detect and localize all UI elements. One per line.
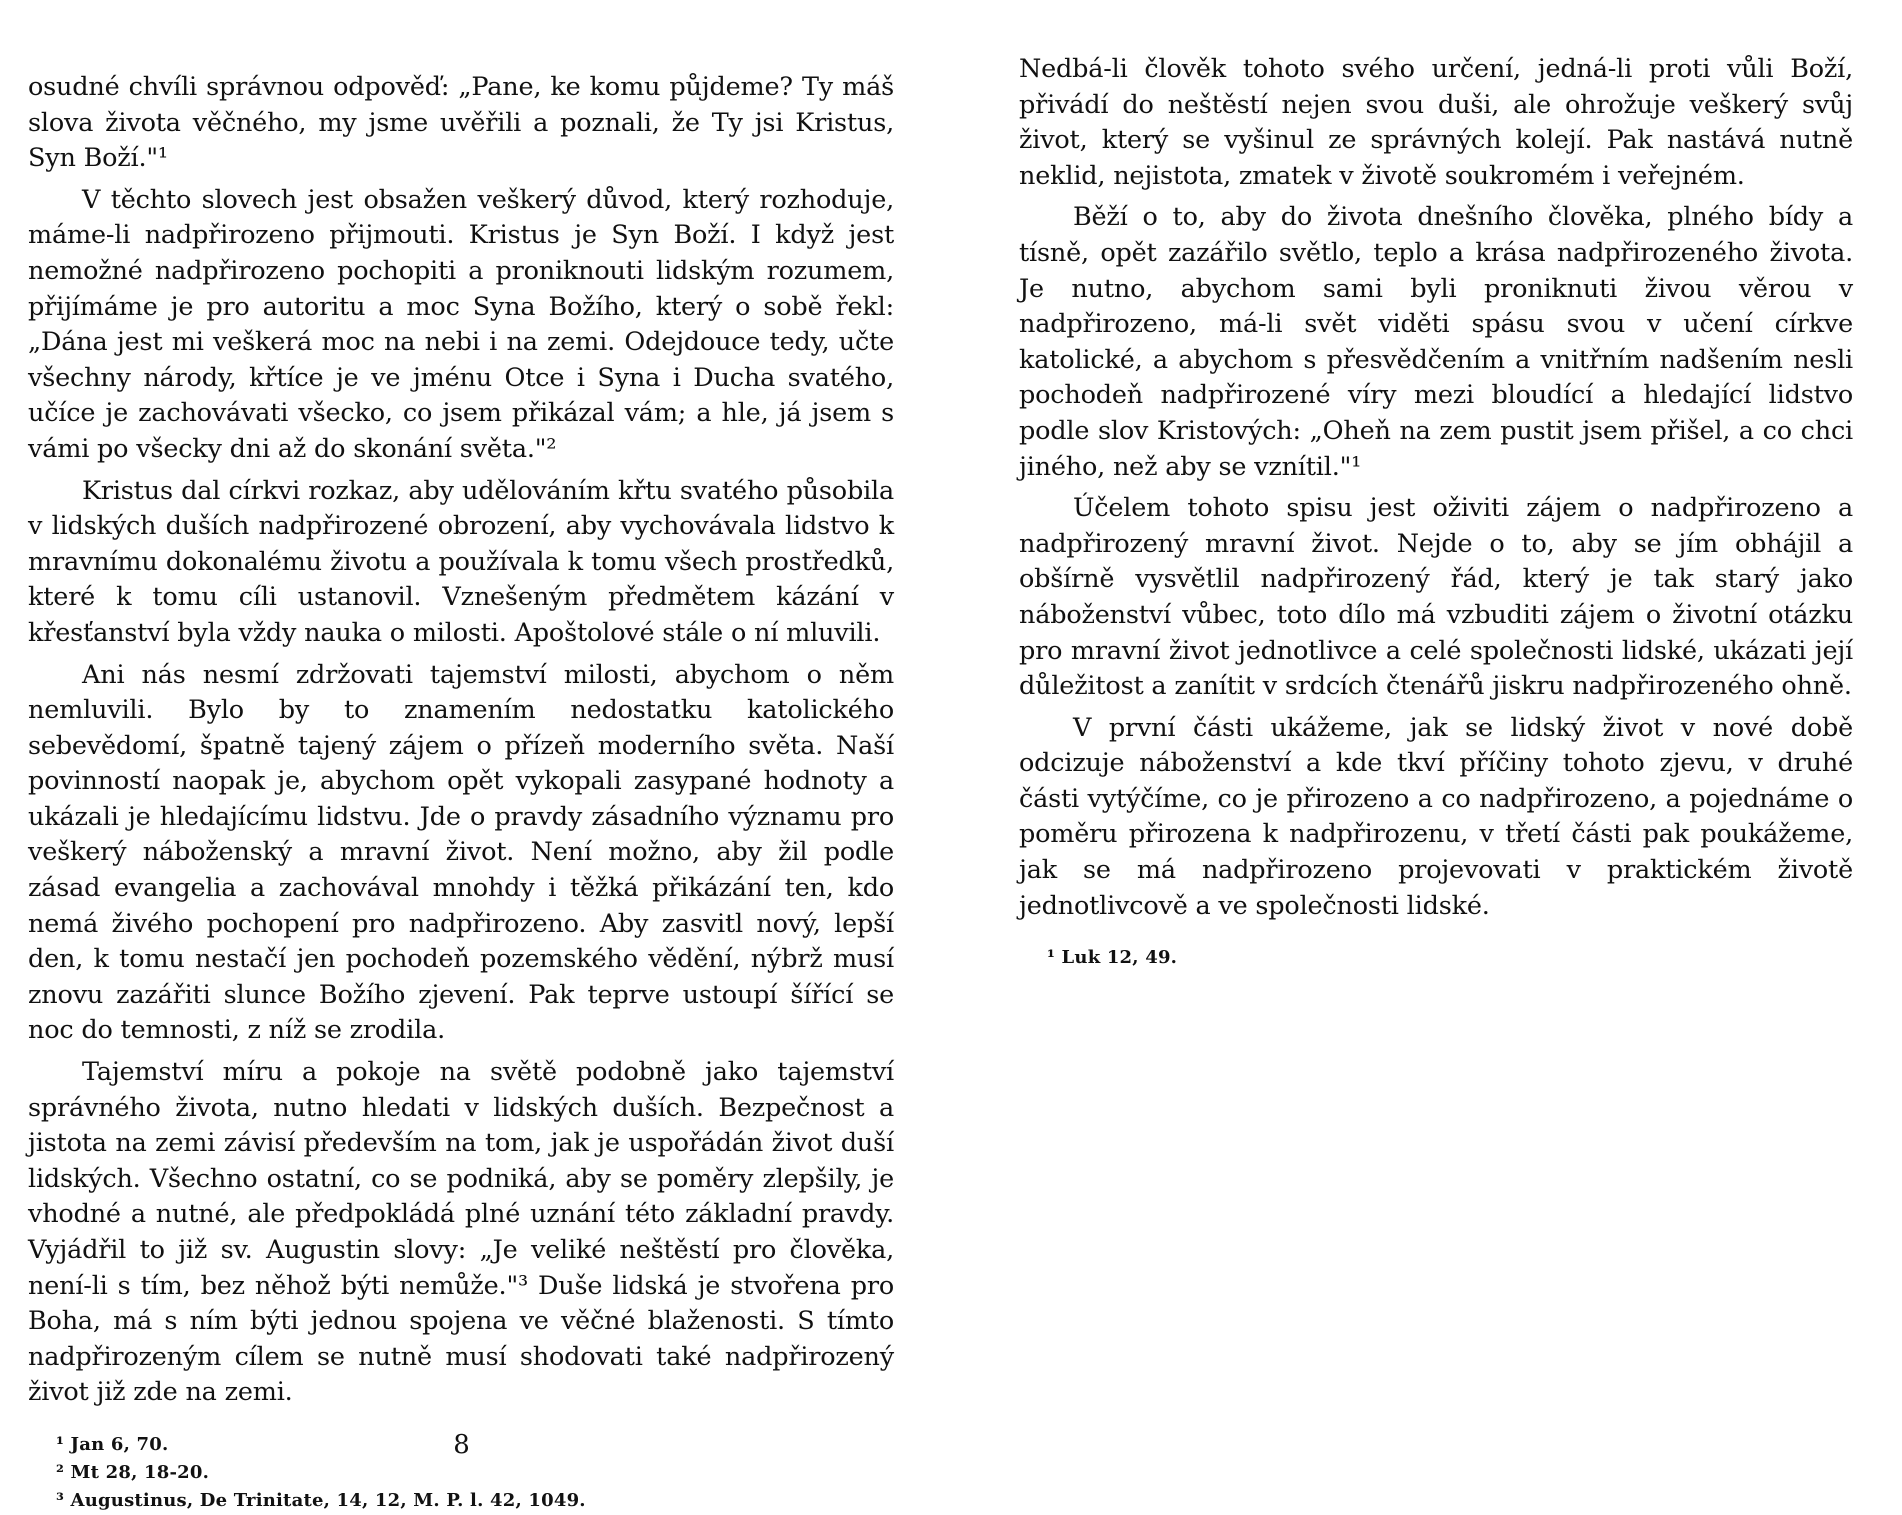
- paragraph: Kristus dal církvi rozkaz, aby udělováním křtu svatého působila v lidských duších nadpřirozené obrození, aby vychovávala lidstvo k mravnímu dokonalému životu a používala k tomu všech prostředků, které k tomu cíli ustanovil. Vznešeným předmětem kázání v křesťanství byla vždy nauka o milosti. Apoštolové stále o ní mluvili.: [28, 475, 894, 648]
- footnote: ¹ Jan 6, 70.: [56, 1433, 169, 1455]
- footnote: ¹ Luk 12, 49.: [1047, 947, 1178, 969]
- footnotes: [1019, 944, 1853, 972]
- page-number: 8: [453, 1430, 470, 1460]
- paragraph: osudné chvíli správnou odpověď: „Pane, ke komu půjdeme? Ty máš slova života věčného, my jsme uvěřili a poznali, že Ty jsi Kristus, Syn Boží."¹: [28, 72, 894, 174]
- footnote: ² Mt 28, 18-20.: [56, 1461, 210, 1483]
- right-text-column: [1019, 52, 1853, 972]
- right-page: [951, 0, 1902, 1500]
- footnote: ³ Augustinus, De Trinitate, 14, 12, M. P. l. 42, 1049.: [56, 1489, 586, 1511]
- left-page: [0, 0, 951, 1511]
- paragraph: V první části ukážeme, jak se lidský život v nové době odcizuje náboženství a kde tkví příčiny tohoto zjevu, v druhé části vytýčíme, co je přirozeno a co nadpřirozeno, a pojednáme o poměru přirozena k nadpřirozenu, v třetí části pak poukážeme, jak se má nadpřirozeno projevovati v praktickém životě jednotlivcově a ve společnosti lidské.: [1019, 712, 1853, 921]
- paragraph: Účelem tohoto spisu jest oživiti zájem o nadpřirozeno a nadpřirozený mravní život. Nejde o to, aby se jím obhájil a obšírně vysvětlil nadpřirozený řád, který je tak starý jako náboženství vůbec, toto dílo má vzbuditi zájem o životní otázku pro mravní život jednotlivce a celé společnosti lidské, ukázati její důležitost a zanítit v srdcích čtenářů jiskru nadpřirozeného ohně.: [1019, 493, 1853, 702]
- paragraph: Nedbá-li člověk tohoto svého určení, jedná-li proti vůli Boží, přivádí do neštěstí nejen svou duši, ale ohrožuje veškerý svůj život, který se vyšinul ze správných kolejí. Pak nastává nutně neklid, nejistota, zmatek v životě soukromém i veřejném.: [1019, 54, 1853, 191]
- paragraph: Ani nás nesmí zdržovati tajemství milosti, abychom o něm nemluvili. Bylo by to znamením nedostatku katolického sebevědomí, špatně tajený zájem o přízeň moderního světa. Naší povinností naopak je, abychom opět vykopali zasypané hodnoty a ukázali je hledajícímu lidstvu. Jde o pravdy zásadního významu pro veškerý náboženský a mravní život. Není možno, aby žil podle zásad evangelia a zachovával mnohdy i těžká přikázání ten, kdo nemá živého pochopení pro nadpřirozeno. Aby zasvitl nový, lepší den, k tomu nestačí jen pochodeň pozemského vědění, nýbrž musí znovu zazářiti slunce Božího zjevení. Pak teprve ustoupí šířící se noc do temnosti, z níž se zrodila.: [28, 659, 894, 1046]
- paragraph: V těchto slovech jest obsažen veškerý důvod, který rozhoduje, máme-li nadpřirozeno přijmouti. Kristus je Syn Boží. I když jest nemožné nadpřirozeno pochopiti a proniknouti lidským rozumem, přijímáme je pro autoritu a moc Syna Božího, který o sobě řekl: „Dána jest mi veškerá moc na nebi i na zemi. Odejdouce tedy, učte všechny národy, křtíce je ve jménu Otce i Syna i Ducha svatého, učíce je zachovávati všecko, co jsem přikázal vám; a hle, já jsem s vámi po všecky dni až do skonání světa."²: [28, 184, 894, 464]
- paragraph: Běží o to, aby do života dnešního člověka, plného bídy a tísně, opět zazářilo světlo, teplo a krása nadpřirozeného života. Je nutno, abychom sami byli proniknuti živou věrou v nadpřirozeno, má-li svět viděti spásu svou v učení církve katolické, a abychom s přesvědčením a vnitřním nadšením nesli pochodeň nadpřirozené víry mezi bloudící a hledající lidstvo podle slov Kristových: „Oheň na zem pustit jsem přišel, a co chci jiného, než aby se vznítil."¹: [1019, 202, 1853, 482]
- left-text-column: [28, 70, 894, 1515]
- paragraph: Tajemství míru a pokoje na světě podobně jako tajemství správného života, nutno hledati v lidských duších. Bezpečnost a jistota na zemi závisí především na tom, jak je uspořádán život duší lidských. Všechno ostatní, co se podniká, aby se poměry zlepšily, je vhodné a nutné, ale předpokládá plné uznání této základní pravdy. Vyjádřil to již sv. Augustin slovy: „Je veliké neštěstí pro člověka, není-li s tím, bez něhož býti nemůže."³ Duše lidská je stvořena pro Boha, má s ním býti jednou spojena ve věčné blaženosti. S tímto nadpřirozeným cílem se nutně musí shodovati také nadpřirozený život již zde na zemi.: [28, 1057, 894, 1408]
